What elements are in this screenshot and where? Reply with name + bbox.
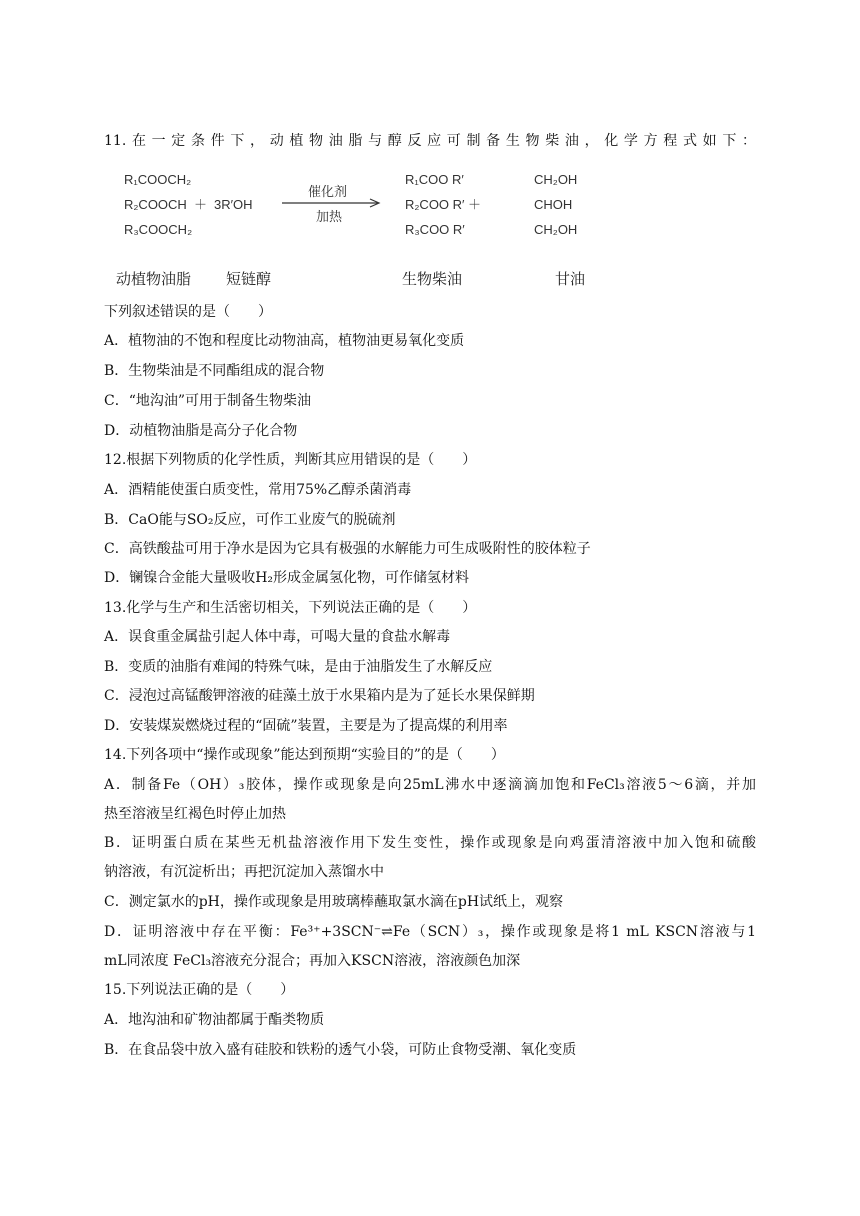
reactant1-line2: R₂COOCH [124, 197, 187, 212]
q14-option-a-line1: A．制备Fe（OH）₃胶体，操作或现象是向25mL沸水中逐滴滴加饱和FeCl₃溶液5～6滴，并加 [104, 777, 756, 793]
product2-line1: CH₂OH [534, 172, 578, 187]
q15-stem: 15.下列说法正确的是（ ） [104, 982, 295, 998]
product1-line3: R₃COO R′ [405, 222, 465, 237]
product1-line2: R₂COO R′ [405, 197, 465, 212]
q14-option-a-line2: 热至溶液呈红褐色时停止加热 [104, 806, 286, 822]
q11-option-d: D．动植物油脂是高分子化合物 [104, 423, 298, 439]
q12-option-d: D．镧镍合金能大量吸收H₂形成金属氢化物，可作储氢材料 [104, 570, 470, 586]
reactant1-line3: R₃COOCH₂ [124, 222, 193, 237]
q13-option-b: B．变质的油脂有难闻的特殊气味，是由于油脂发生了水解反应 [104, 659, 493, 675]
label-oil: 动植物油脂 [116, 271, 192, 288]
q13-option-d: D．安装煤炭燃烧过程的“固硫”装置，主要是为了提高煤的利用率 [104, 718, 508, 734]
q14-option-d-line1: D．证明溶液中存在平衡：Fe³⁺+3SCN⁻⇌Fe（SCN）₃，操作或现象是将1 mL KSCN溶液与1 [104, 924, 756, 940]
q11-option-b: B．生物柴油是不同酯组成的混合物 [104, 363, 325, 379]
q14-option-c: C．测定氯水的pH，操作或现象是用玻璃棒蘸取氯水滴在pH试纸上，观察 [104, 894, 564, 910]
q11-equation [118, 166, 638, 246]
q12-option-c: C．高铁酸盐可用于净水是因为它具有极强的水解能力可生成吸附性的胶体粒子 [104, 541, 591, 557]
q14-option-b-line2: 钠溶液，有沉淀析出；再把沉淀加入蒸馏水中 [104, 864, 384, 880]
product1-line1: R₁COO R′ [405, 172, 464, 187]
label-glycerol: 甘油 [555, 271, 586, 288]
reactant1-line1: R₁COOCH₂ [124, 172, 192, 187]
q11-option-a: A．植物油的不饱和程度比动物油高，植物油更易氧化变质 [104, 333, 465, 349]
product2-line3: CH₂OH [534, 222, 578, 237]
condition-label: 加热 [316, 209, 343, 224]
reactant2: 3R′OH [214, 197, 253, 212]
q11-question: 下列叙述错误的是（ ） [104, 304, 272, 320]
q14-stem: 14.下列各项中“操作或现象”能达到预期“实验目的”的是（ ） [104, 747, 505, 763]
q15-option-b: B．在食品袋中放入盛有硅胶和铁粉的透气小袋，可防止食物受潮、氧化变质 [104, 1042, 577, 1058]
q15-option-a: A．地沟油和矿物油都属于酯类物质 [104, 1012, 325, 1028]
q11-stem: 11.在一定条件下，动植物油脂与醇反应可制备生物柴油，化学方程式如下： [104, 133, 756, 149]
q14-option-d-line2: mL同浓度 FeCl₃溶液充分混合；再加入KSCN溶液，溶液颜色加深 [104, 953, 521, 969]
q12-option-b: B．CaO能与SO₂反应，可作工业废气的脱硫剂 [104, 512, 396, 528]
q13-option-a: A．误食重金属盐引起人体中毒，可喝大量的食盐水解毒 [104, 629, 451, 645]
q13-option-c: C．浸泡过高锰酸钾溶液的硅藻土放于水果箱内是为了延长水果保鲜期 [104, 688, 535, 704]
q12-option-a: A．酒精能使蛋白质变性，常用75%乙醇杀菌消毒 [104, 482, 412, 498]
label-biodiesel: 生物柴油 [402, 271, 463, 288]
q13-stem: 13.化学与生产和生活密切相关，下列说法正确的是（ ） [104, 600, 477, 616]
q12-stem: 12.根据下列物质的化学性质，判断其应用错误的是（ ） [104, 452, 477, 468]
product2-line2: CHOH [534, 197, 573, 212]
q11-option-c: C．“地沟油”可用于制备生物柴油 [104, 393, 312, 409]
q14-option-b-line1: B．证明蛋白质在某些无机盐溶液作用下发生变性，操作或现象是向鸡蛋清溶液中加入饱和硫酸 [104, 835, 756, 851]
plus-sign-1: ＋ [194, 197, 208, 212]
label-alcohol: 短链醇 [226, 271, 272, 288]
plus-sign-2: ＋ [468, 197, 482, 212]
catalyst-label: 催化剂 [308, 184, 348, 199]
